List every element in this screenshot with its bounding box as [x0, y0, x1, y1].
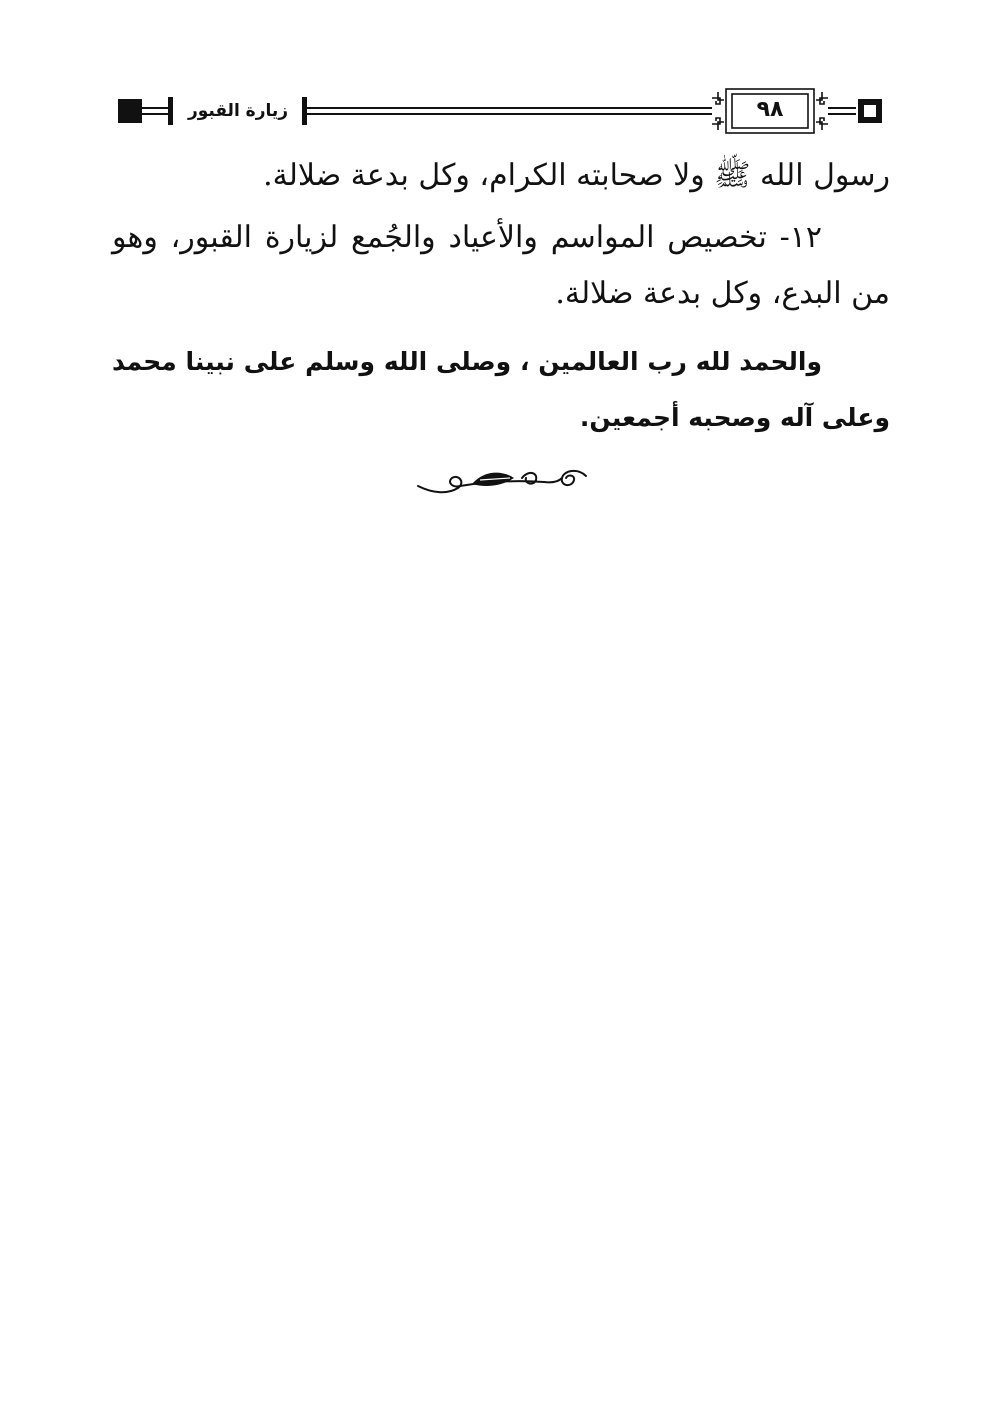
- page-body: [112, 148, 890, 446]
- list-item-12: ١٢- تخصيص المواسم والأعياد والجُمع لزيارة القبور، وهو من البدع، وكل بدعة ضلالة.: [112, 220, 890, 311]
- running-title: زيارة القبور: [187, 101, 289, 121]
- page-number: ٩٨: [756, 97, 784, 122]
- paragraph-continuation: رسول الله ﷺ ولا صحابته الكرام، وكل بدعة ضلالة.: [263, 158, 890, 193]
- page-header: [112, 86, 892, 138]
- closing-paragraph: والحمد لله رب العالمين ، وصلى الله وسلم على نبينا محمد وعلى آله وصحبه أجمعين.: [112, 347, 890, 432]
- floral-divider-icon: [414, 464, 590, 498]
